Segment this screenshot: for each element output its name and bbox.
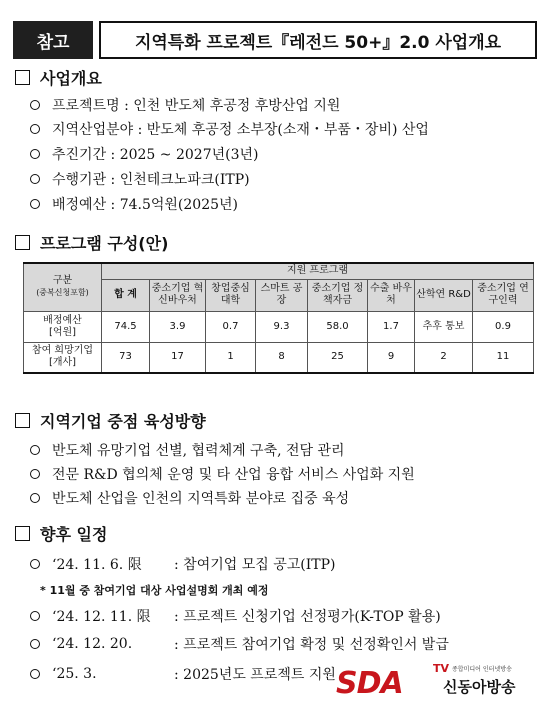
section-heading-overview: 사업개요 [15,66,102,89]
broadcaster-logo [336,662,536,704]
column-header: 스마트 공장 [256,279,308,311]
logo-station-name: 신동아방송 [443,678,516,696]
circle-bullet-icon [30,445,40,455]
overview-item: 배정예산 : 74.5억원(2025년) [30,194,238,214]
table-cell: 8 [256,342,308,373]
circle-bullet-icon [30,669,40,679]
document-title: 지역특화 프로젝트『레전드 50+』2.0 사업개요 [99,21,537,59]
circle-bullet-icon [30,559,40,569]
section-heading-schedule: 향후 일정 [15,522,107,545]
logo-tv: TV [433,662,450,675]
schedule-item: ‘25. 3. : 2025년도 프로젝트 지원 [30,664,336,684]
table-cell: 9 [368,342,415,373]
program-table [23,262,534,374]
column-header: 중소기업 정책자금 [308,279,368,311]
table-cell: 1 [206,342,256,373]
row-label: 참여 희망기업 [개사] [24,342,102,373]
support-program-header: 지원 프로그램 [102,263,534,279]
schedule-note: * 11월 중 참여기업 대상 사업설명회 개최 예정 [40,584,269,597]
table-cell: 25 [308,342,368,373]
direction-item: 반도체 산업을 인천의 지역특화 분야로 집중 육성 [30,488,349,508]
schedule-item: ‘24. 12. 20. : 프로젝트 참여기업 확정 및 선정확인서 발급 [30,634,449,654]
table-cell: 0.9 [473,311,534,342]
square-bullet-icon [15,235,30,250]
overview-item: 추진기간 : 2025 ~ 2027년(3년) [30,144,258,164]
table-cell: 2 [415,342,473,373]
table-cell: 73 [102,342,150,373]
total-header: 합 계 [102,279,150,311]
table-cell: 0.7 [206,311,256,342]
table-cell: 74.5 [102,311,150,342]
circle-bullet-icon [30,493,40,503]
square-bullet-icon [15,70,30,85]
section-heading-direction: 지역기업 중점 육성방향 [15,409,206,432]
square-bullet-icon [15,526,30,541]
schedule-item: ‘24. 11. 6. 限 : 참여기업 모집 공고(ITP) [30,554,335,574]
row-label: 배정예산 [억원] [24,311,102,342]
circle-bullet-icon [30,639,40,649]
column-header: 중소기업 혁신바우처 [150,279,206,311]
circle-bullet-icon [30,174,40,184]
overview-item: 프로젝트명 : 인천 반도체 후공정 후방산업 지원 [30,95,340,115]
section-heading-program: 프로그램 구성(안) [15,231,168,254]
reference-tag: 참고 [13,21,93,59]
schedule-item: ‘24. 12. 11. 限 : 프로젝트 신청기업 선정평가(K-TOP 활용) [30,606,441,626]
column-header: 중소기업 연구인력 [473,279,534,311]
circle-bullet-icon [30,124,40,134]
table-cell: 58.0 [308,311,368,342]
circle-bullet-icon [30,149,40,159]
table-cell: 3.9 [150,311,206,342]
table-row [24,311,534,342]
circle-bullet-icon [30,469,40,479]
column-header: 창업중심 대학 [206,279,256,311]
square-bullet-icon [15,413,30,428]
column-header: 산학연 R&D [415,279,473,311]
circle-bullet-icon [30,100,40,110]
table-cell: 추후 통보 [415,311,473,342]
table-row [24,342,534,373]
column-header: 수출 바우처 [368,279,415,311]
table-cell: 11 [473,342,534,373]
table-cell: 17 [150,342,206,373]
logo-tagline: 종합미디어 인터넷방송 [452,666,512,673]
direction-item: 전문 R&D 협의체 운영 및 타 산업 융합 서비스 사업화 지원 [30,464,415,484]
overview-item: 지역산업분야 : 반도체 후공정 소부장(소재・부품・장비) 산업 [30,119,429,139]
overview-item: 수행기관 : 인천테크노파크(ITP) [30,169,250,189]
title-bar [13,21,537,59]
table-cell: 1.7 [368,311,415,342]
table-cell: 9.3 [256,311,308,342]
direction-item: 반도체 유망기업 선별, 협력체계 구축, 전담 관리 [30,440,345,460]
circle-bullet-icon [30,199,40,209]
table-group-header: 구분 (중복신청포함) [24,263,102,311]
logo-mark: SDA [336,666,403,701]
circle-bullet-icon [30,611,40,621]
